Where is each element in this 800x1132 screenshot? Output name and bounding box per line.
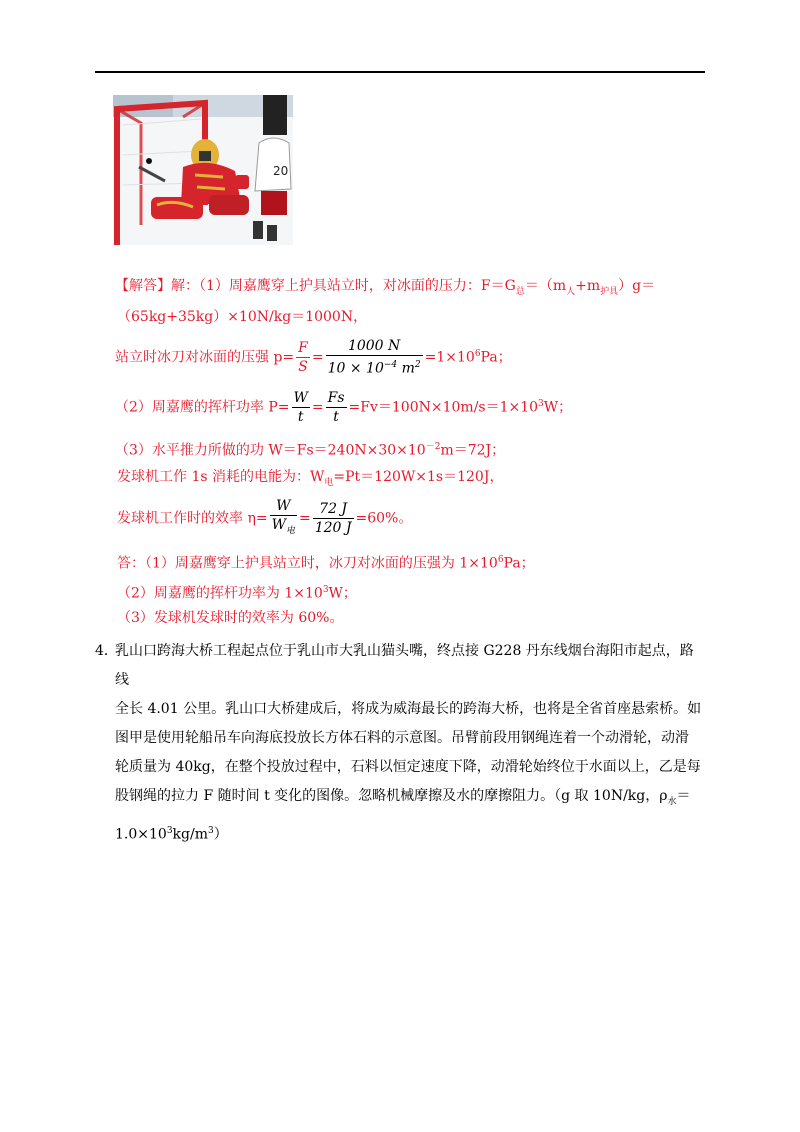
question-line-3: 图甲是使用轮船吊车向海底投放长方体石料的示意图。吊臂前段用钢绳连着一个动滑轮，动滑 (115, 730, 689, 746)
fraction-fs-over-t: $\frac{Fs}{t}$ (327, 390, 345, 426)
fraction-f-over-s: $\frac{F}{S}$ (298, 340, 308, 376)
question-line-1: 乳山口跨海大桥工程起点位于乳山市大乳山猫头嘴，终点接 G228 丹东线烟台海阳市起点，路线 (115, 643, 694, 688)
solution-line-5: （3）水平推力所做的功 $W=Fs=240N\times 30\times 10^{-2}m=72J$； (115, 442, 506, 459)
fraction-72j-over-120j: $\frac{72 J}{120 J}$ (314, 500, 352, 536)
question-line-2: 全长 4.01 公里。乳山口大桥建成后，将成为威海最长的跨海大桥，也将是全省首座悬索桥。如 (115, 701, 702, 717)
question-line-6: $1.0\times 10^3kg/m^3$） (115, 825, 228, 843)
fraction-w-over-t: $\frac{W}{t}$ (293, 390, 308, 426)
solution-line-3: 站立时冰刀对冰面的压强 p= $\frac{F}{S}$ = $\frac{1000 N}{10 \times 10^{-4} m^2}$ $=1\times 10^6Pa$； (115, 338, 512, 377)
solution-label: 【解答】 (115, 278, 171, 294)
question-number: 4． (95, 643, 118, 659)
solution-line-7: 发球机工作时的效率 η= $\frac{W}{W_电}$ = $\frac{72 J}{120 J}$ =60%。 (117, 497, 412, 540)
solution-line-4: （2）周嘉鹰的挥杆功率 P= $\frac{W}{t}$ = $\frac{Fs}{t}$ $=Fv=100N\times 10m/s=1\times 10^3W$； (115, 390, 573, 426)
answer-line-2: （2）周嘉鹰的挥杆功率为 $1\times 10^3W$； (117, 585, 357, 602)
svg-text:20: 20 (273, 164, 289, 178)
question-line-4: 轮质量为 40kg，在整个投放过程中，石料以恒定速度下降，动滑轮始终位于水面以上，乙是每 (115, 759, 701, 775)
solution-line-1: 【解答】解：（1）周嘉鹰穿上护具站立时，对冰面的压力：$F=G_总=(m_人+m_{护具})g=$ (115, 278, 656, 297)
question-4 (95, 637, 705, 849)
answer-line-1: 答：（1）周嘉鹰穿上护具站立时，冰刀对冰面的压强为 $1\times 10^6Pa$； (117, 555, 535, 572)
question-line-5: 股钢绳的拉力 F 随时间 t 变化的图像。忽略机械摩擦及水的摩擦阻力。（g 取 10N/kg，$\rho_水=$ (115, 788, 691, 807)
solution-line-6: 发球机工作 1s 消耗的电能为：$W_电=Pt=120W\times 1s=120J$， (117, 469, 504, 488)
ice-hockey-goalie-photo (113, 95, 293, 245)
fraction-w-over-we: $\frac{W}{W_电}$ (271, 498, 295, 536)
answer-line-3: （3）发球机发球时的效率为 60%。 (117, 610, 344, 626)
header-rule (95, 71, 705, 73)
solution-line-2: （65kg+35kg）×10N/kg＝1000N， (117, 309, 368, 325)
fraction-1000n-over-area: $\frac{1000 N}{10 \times 10^{-4} m^2}$ (327, 338, 421, 377)
